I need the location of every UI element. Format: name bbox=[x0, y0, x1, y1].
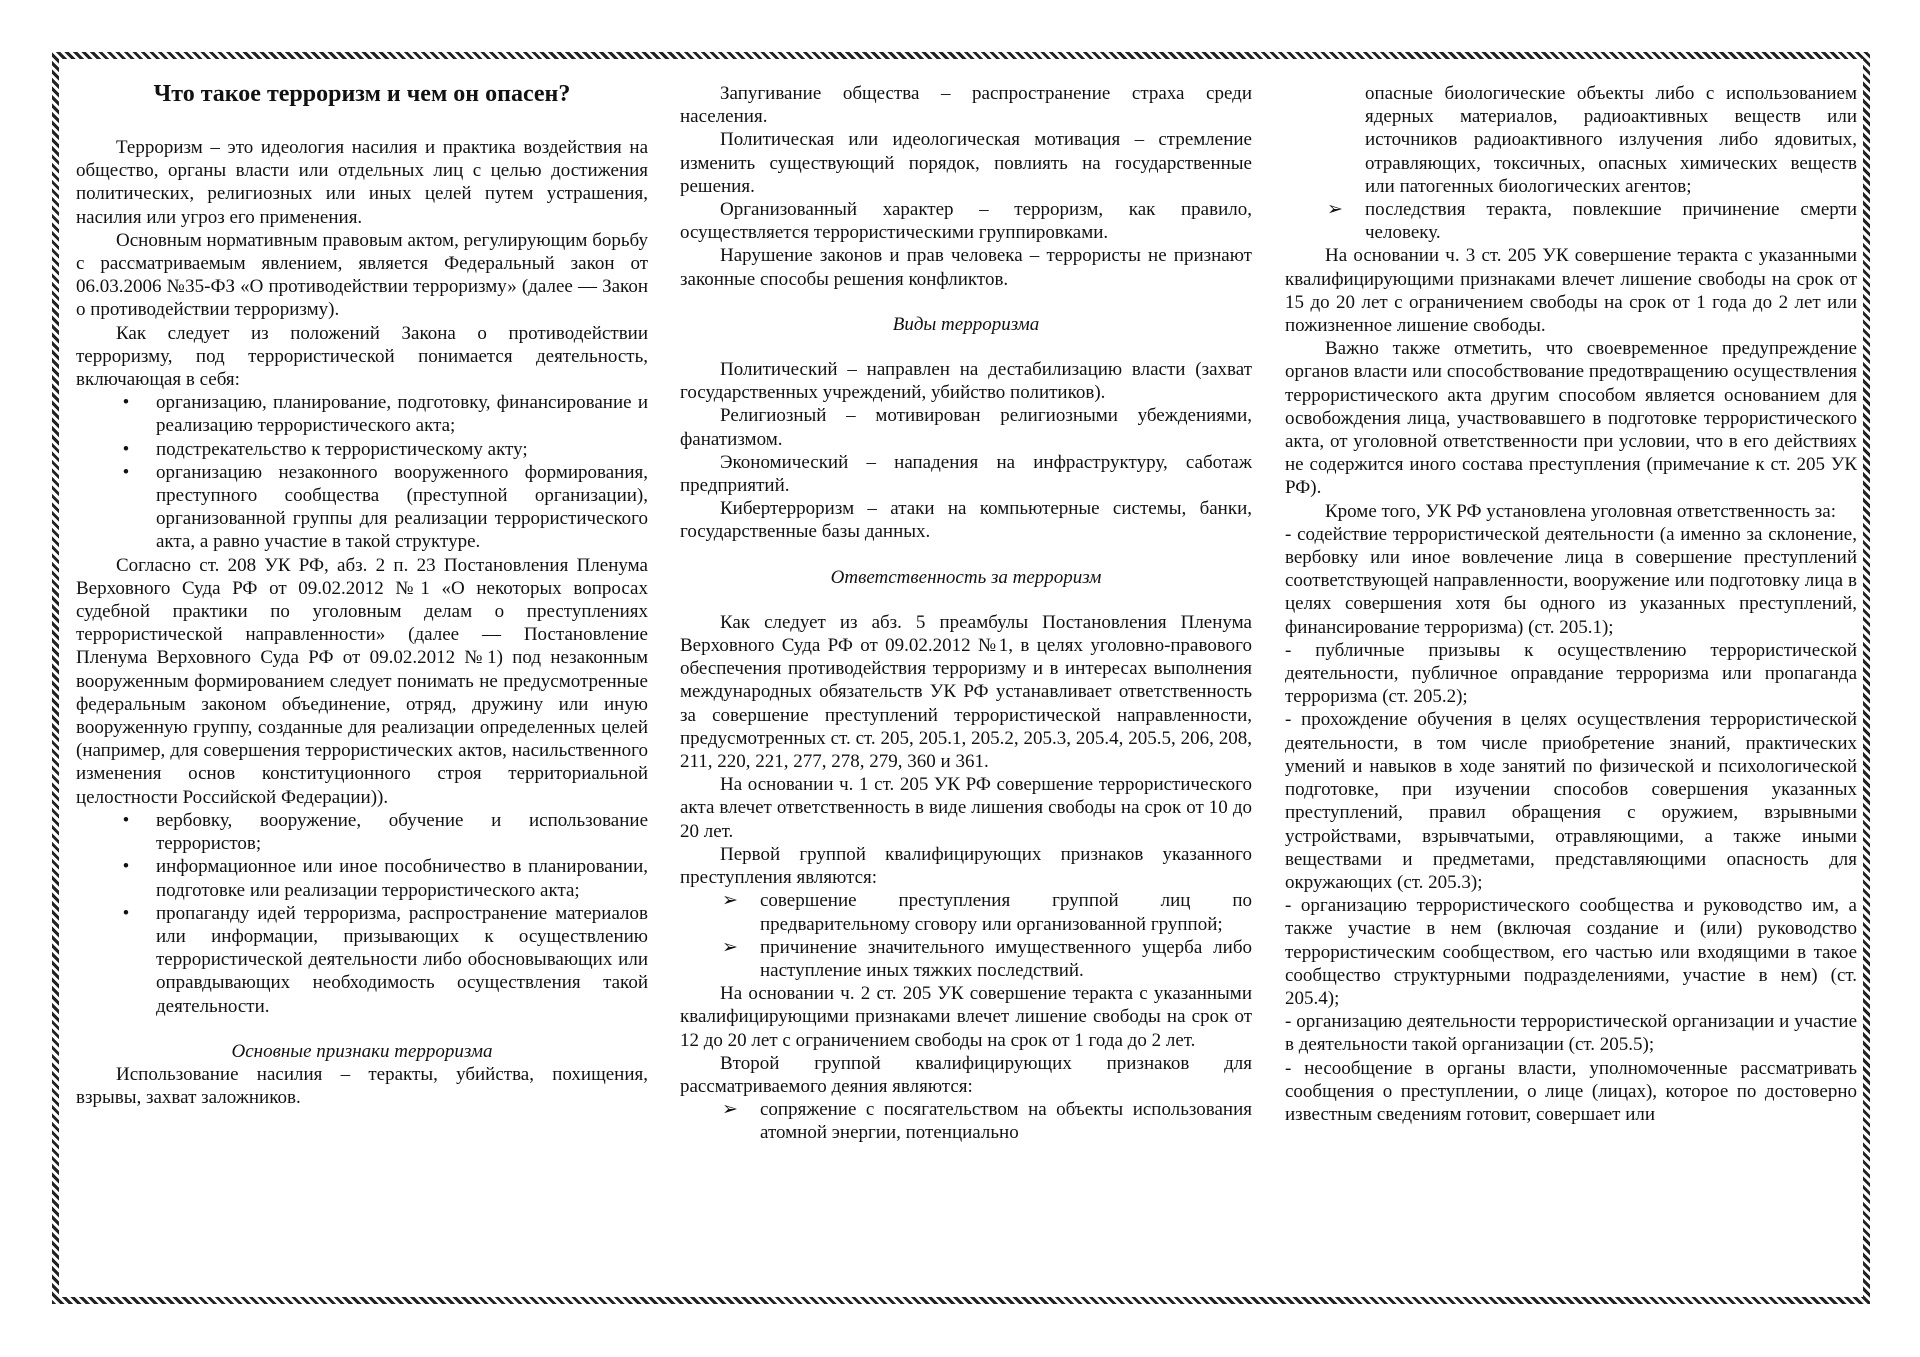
bullet-icon: • bbox=[122, 461, 130, 483]
list-item: • пропаганду идей терроризма, распространение материалов или информации, призывающих к осуществлению террористической деятельности либо обосновывающих или оправдывающих необходимость осуществления такой деятельности. bbox=[76, 902, 648, 1018]
arrow-list bbox=[1285, 198, 1857, 244]
paragraph: Кроме того, УК РФ установлена уголовная ответственность за: bbox=[1325, 500, 1837, 522]
dash-item: - прохождение обучения в целях осуществления террористической деятельности, в том числе приобретение знаний, практических умений и навыков в ходе занятий по физической и психологической подготовке, при изучении способов совершения указанных преступлений, правил обращения с оружием, взрывными устройствами, взрывчатыми, отравляющими, а также иными веществами и предметами, представляющими опасность для окружающих (ст. 205.3); bbox=[1285, 709, 1857, 893]
paragraph: На основании ч. 1 ст. 205 УК РФ совершение террористического акта влечет ответственность в виде лишения свободы на срок от 10 до 20 лет. bbox=[680, 774, 1252, 842]
list-item: ➢ причинение значительного имущественного ущерба либо наступление иных тяжких последствий. bbox=[680, 936, 1252, 982]
arrow-list bbox=[680, 889, 1252, 982]
list-item: • организацию незаконного вооруженного формирования, преступного сообщества (преступной организации), организованной группы для реализации террористического акта, а равно участие в такой структуре. bbox=[76, 461, 648, 554]
paragraph: Основным нормативным правовым актом, регулирующим борьбу с рассматриваемым явлением, является Федеральный закон от 06.03.2006 №35-ФЗ «О противодействии терроризму» (далее — Закон о противодействии терроризму). bbox=[76, 229, 648, 321]
paragraph: Организованный характер – терроризм, как правило, осуществляется террористическими группировками. bbox=[680, 199, 1252, 244]
paragraph: Религиозный – мотивирован религиозными убеждениями, фанатизмом. bbox=[680, 405, 1252, 450]
section-heading: Основные признаки терроризма bbox=[231, 1040, 493, 1062]
arrow-list bbox=[680, 1098, 1252, 1144]
column-2 bbox=[680, 82, 1252, 1145]
bullet-icon: • bbox=[122, 809, 130, 831]
bullet-icon: • bbox=[122, 392, 130, 414]
section-heading: Ответственность за терроризм bbox=[830, 566, 1102, 588]
list-item: • информационное или иное пособничество в планировании, подготовке или реализации террористического акта; bbox=[76, 855, 648, 901]
dash-item: - публичные призывы к осуществлению террористической деятельности, публичное оправдание терроризма или пропаганда терроризма (ст. 205.2); bbox=[1285, 639, 1857, 708]
column-3 bbox=[1285, 82, 1857, 1126]
bullet-list bbox=[76, 391, 648, 553]
list-item: • подстрекательство к террористическому акту; bbox=[76, 438, 648, 461]
bullet-icon: • bbox=[122, 902, 130, 924]
dash-item: - организацию деятельности террористической организации и участие в деятельности такой организации (ст. 205.5); bbox=[1285, 1011, 1857, 1056]
paragraph: Как следует из абз. 5 преамбулы Постановления Пленума Верховного Суда РФ от 09.02.2012 №1, в целях уголовно-правового обеспечения противодействия терроризму и в интересах выполнения международных обязательств УК РФ устанавливает ответственность за совершение преступлений террористической направленности, предусмотренных ст. ст. 205, 205.1, 205.2, 205.3, 205.4, 205.5, 206, 208, 211, 220, 221, 277, 278, 279, 360 и 361. bbox=[680, 611, 1252, 773]
bullet-icon: • bbox=[122, 438, 130, 460]
section-heading: Виды терроризма bbox=[892, 313, 1040, 335]
bullet-list bbox=[76, 809, 648, 1018]
paragraph: На основании ч. 2 ст. 205 УК совершение теракта с указанными квалифицирующими признаками влечет лишение свободы на срок от 12 до 20 лет с ограничением свободы на срок от 1 года до 2 лет. bbox=[680, 983, 1252, 1051]
paragraph: Второй группой квалифицирующих признаков для рассматриваемого деяния являются: bbox=[680, 1052, 1252, 1097]
list-item: ➢ сопряжение с посягательством на объекты использования атомной энергии, потенциально bbox=[680, 1098, 1252, 1144]
column-1 bbox=[76, 80, 648, 1109]
dash-item: - содействие террористической деятельности (а именно за склонение, вербовку или иное вовлечение лица в совершение преступлений соответствующей направленности, вооружение или подготовку лица в целях совершения хотя бы одного из указанных преступлений, финансирование терроризма) (ст. 205.1); bbox=[1285, 523, 1857, 638]
dash-item: - несообщение в органы власти, уполномоченные рассматривать сообщения о преступлении, о лице (лицах), которое по достоверно известным сведениям готовит, совершает или bbox=[1285, 1057, 1857, 1125]
list-item: ➢ последствия теракта, повлекшие причинение смерти человеку. bbox=[1285, 198, 1857, 244]
paragraph: Экономический – нападения на инфраструктуру, саботаж предприятий. bbox=[680, 451, 1252, 497]
paragraph: Политическая или идеологическая мотивация – стремление изменить существующий порядок, повлиять на государственные решения. bbox=[680, 129, 1252, 197]
paragraph: Политический – направлен на дестабилизацию власти (захват государственных учреждений, убийство политиков). bbox=[680, 359, 1252, 404]
paragraph: Первой группой квалифицирующих признаков указанного преступления являются: bbox=[680, 843, 1252, 889]
list-item: • организацию, планирование, подготовку, финансирование и реализацию террористического акта; bbox=[76, 391, 648, 437]
arrow-bullet-icon: ➢ bbox=[722, 890, 738, 912]
paragraph: Как следует из положений Закона о противодействии терроризму, под террористической понимается деятельность, включающая в себя: bbox=[76, 322, 648, 391]
paragraph: Важно также отметить, что своевременное предупреждение органов власти или способствование предотвращению осуществления террористического акта другим способом является основанием для освобождения лица, участвовавшего в подготовке террористического акта, от уголовной ответственности при условии, что в его действиях не содержится иного состава преступления (примечание к ст. 205 УК РФ). bbox=[1285, 338, 1857, 499]
dash-item: - организацию террористического сообщества и руководство им, а также участие в нем (включая создание и (или) руководство террористическим сообществом, его частью или входящими в такое сообщество структурными подразделениями, участие в нем) (ст. 205.4); bbox=[1285, 895, 1857, 1009]
arrow-bullet-icon: ➢ bbox=[722, 936, 738, 958]
paragraph-continuation: опасные биологические объекты либо с использованием ядерных материалов, радиоактивных веществ или источников радиоактивного излучения либо ядовитых, отравляющих, токсичных, опасных химических веществ или патогенных биологических агентов; bbox=[1365, 83, 1857, 197]
paragraph: Нарушение законов и прав человека – террористы не признают законные способы решения конфликтов. bbox=[680, 245, 1252, 290]
arrow-bullet-icon: ➢ bbox=[1327, 199, 1343, 221]
paragraph: Согласно ст. 208 УК РФ, абз. 2 п. 23 Постановления Пленума Верховного Суда РФ от 09.02.2012 №1 «О некоторых вопросах судебной практики по уголовным делам о преступлениях террористической направленности» (далее — Постановление Пленума Верховного Суда РФ от 09.02.2012 №1) под незаконным вооруженным формированием следует понимать не предусмотренные федеральным законом объединение, отряд, дружину или иную вооруженную группу, созданные для реализации определенных целей (например, для совершения террористических актов, насильственного изменения основ конституционного строя территориальной целостности Российской Федерации)). bbox=[76, 554, 648, 808]
paragraph: Терроризм – это идеология насилия и практика воздействия на общество, органы власти или отдельных лиц с целью достижения политических, религиозных или иных целей путем устрашения, насилия или угроз его применения. bbox=[76, 137, 648, 228]
paragraph: Запугивание общества – распространение страха среди населения. bbox=[680, 83, 1252, 128]
list-item: ➢ совершение преступления группой лиц по предварительному сговору или организованной группой; bbox=[680, 889, 1252, 935]
bullet-icon: • bbox=[122, 856, 130, 878]
paragraph: Кибертерроризм – атаки на компьютерные системы, банки, государственные базы данных. bbox=[680, 498, 1252, 543]
paragraph: Использование насилия – теракты, убийства, похищения, взрывы, захват заложников. bbox=[76, 1063, 648, 1109]
list-item: • вербовку, вооружение, обучение и использование террористов; bbox=[76, 809, 648, 855]
arrow-bullet-icon: ➢ bbox=[722, 1099, 738, 1121]
page-title: Что такое терроризм и чем он опасен? bbox=[153, 81, 571, 107]
paragraph: На основании ч. 3 ст. 205 УК совершение теракта с указанными квалифицирующими признаками влечет лишение свободы на срок от 15 до 20 лет с ограничением свободы на срок от 1 года до 2 лет или пожизненное лишение свободы. bbox=[1285, 245, 1857, 337]
